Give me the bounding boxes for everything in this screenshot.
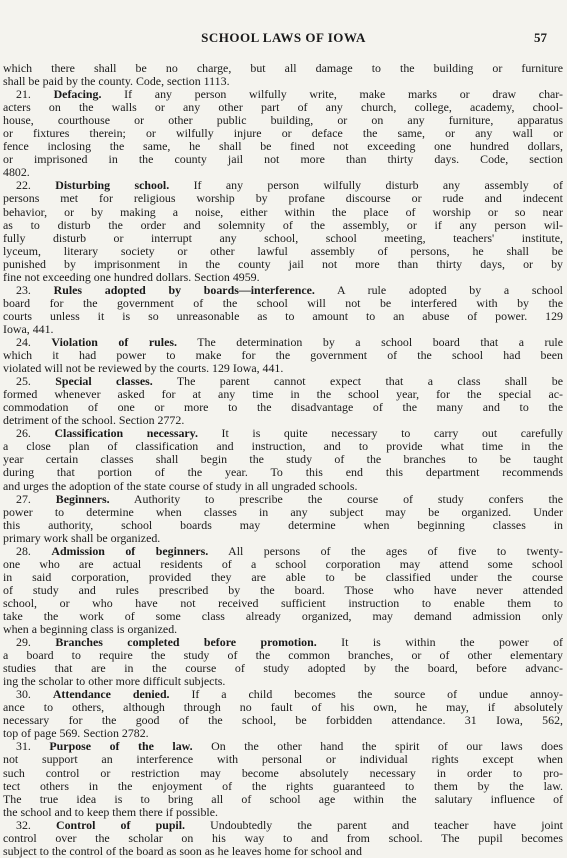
text-line: detriment of the school. Section 2772. [3, 413, 185, 428]
section-heading: Classification necessary. [54, 426, 198, 441]
section-number: 25. [16, 374, 31, 389]
section-number: 23. [16, 282, 31, 297]
line-text: It is within the power of [341, 635, 563, 650]
text-line: The true idea is to bring all of school age within the salutary influence of [3, 791, 563, 806]
text-line: commodation of one or more to the disadvantage of the many and to the [3, 400, 563, 415]
text-line: top of page 569. Section 2782. [3, 726, 149, 741]
text-line: primary work shall be organized. [3, 530, 161, 545]
text-line: year certain classes shall begin the study of the branches to be taught [3, 452, 563, 467]
text-line [0, 545, 567, 558]
text-line: punished by imprisonment in the county jail not more than thirty days, or by [3, 256, 563, 271]
section-number: 28. [16, 543, 31, 558]
section-number: 31. [16, 739, 31, 754]
section-heading: Admission of beginners. [51, 543, 209, 558]
line-text: The parent cannot expect that a class shall be [176, 374, 563, 389]
text-line: control over the scholar on his way to and from school. The pupil becomes [3, 830, 563, 845]
section-number: 24. [16, 334, 31, 349]
line-text: If a child becomes the source of undue annoy- [191, 687, 563, 702]
section-24 [0, 336, 567, 375]
text-line: take the work of some class already organized, may demand admission only [3, 608, 563, 623]
section-number: 32. [16, 817, 31, 832]
section-heading: Defacing. [53, 87, 102, 102]
section-number: 26. [16, 426, 31, 441]
text-line: such control or restriction may become absolutely necessary in order to pro- [3, 765, 563, 780]
line-text: If any person wilfully disturb any assembly of [193, 178, 563, 193]
line-text: If any person wilfully write, make marks or draw char- [124, 87, 563, 102]
text-line: board for the government of the school will not be interfered with by the [3, 295, 563, 310]
text-line: lyceum, literary society or other lawful assembly of persons, he shall be [3, 243, 563, 258]
section-32 [0, 819, 567, 858]
section-heading: Rules adopted by boards—interference. [53, 282, 315, 297]
line-text: On the other hand the spirit of our laws does [211, 739, 563, 754]
text-line: house, courthouse or other public building, or on any furniture, apparatus [3, 113, 563, 128]
running-header [0, 30, 567, 46]
text-line: fine not exceeding one hundred dollars. Section 4959. [3, 269, 260, 284]
section-heading: Branches completed before promotion. [55, 635, 317, 650]
text-line [0, 493, 567, 506]
text-line: when a beginning class is organized. [3, 622, 178, 637]
section-heading: Attendance denied. [52, 687, 170, 702]
text-line: studies that are in the course of study adopted by the board, before advanc- [3, 661, 563, 676]
section-heading: Control of pupil. [56, 817, 186, 832]
text-line: during that portion of the year. To this end this department recommends [3, 465, 563, 480]
section-heading: Disturbing school. [55, 178, 170, 193]
text-line: persons met for religious worship by profane discourse or rude and indecent [3, 191, 563, 206]
line-text: The determination by a school board that a rule [197, 334, 563, 349]
text-line: or imprisoned in the county jail not more than thirty days. Code, section [3, 152, 563, 167]
line-text: Authority to prescribe the course of study confers the [133, 491, 563, 506]
section-26 [0, 427, 567, 492]
text-line: ance to others, although through no fault of his own, he may, if absolutely [3, 700, 563, 715]
text-line: a board to require the study of the common branches, or of other elementary [3, 648, 563, 663]
text-line: 4802. [3, 165, 30, 180]
text-line: fence inclosing the same, he shall be fined not exceeding one hundred dollars, [3, 139, 563, 154]
text-line: which there shall be no charge, but all damage to the building or furniture [3, 61, 563, 75]
text-line: the school and to keep them there if possible. [3, 804, 218, 819]
section-30 [0, 688, 567, 740]
text-line: this authority, school boards may determine when beginning classes in [3, 517, 563, 532]
text-line: behavior, or by making a noise, either within the place of worship or so near [3, 204, 563, 219]
section-heading: Special classes. [55, 374, 153, 389]
text-line: power to determine when classes in any subject may be organized. Under [3, 504, 563, 519]
text-line: fully disturb or interrupt any school, school meeting, teachers' institute, [3, 230, 563, 245]
text-line: courts unless it is so unreasonable as to amount to an abuse of power. 129 [3, 308, 563, 323]
line-text: Undoubtedly the parent and teacher have joint [210, 817, 563, 832]
section-28 [0, 545, 567, 636]
text-line: not support an interference with personal or individual rights except when [3, 752, 563, 767]
section-number: 22. [16, 178, 31, 193]
text-line: in said corporation, provided they are able to be classified under the course [3, 569, 563, 584]
text-line [0, 284, 567, 297]
text-line: acters on the walls or any other part of any church, college, academy, chool- [3, 100, 563, 115]
section-21 [0, 88, 567, 179]
section-25 [0, 375, 567, 427]
section-number: 27. [16, 491, 31, 506]
text-line: necessary for the good of the school, be forbidden attendance. 31 Iowa, 562, [3, 713, 563, 728]
page-header-title: SCHOOL LAWS OF IOWA [201, 30, 366, 45]
text-line: and urges the adoption of the state course of study in all ungraded schools. [3, 478, 358, 493]
document-body [0, 62, 567, 858]
text-line: subject to the control of the board as soon as he leaves home for school and [3, 843, 362, 858]
section-29 [0, 636, 567, 688]
line-text: A rule adopted by a school [336, 282, 563, 297]
line-text: All persons of the ages of five to twenty- [228, 543, 563, 558]
section-27 [0, 493, 567, 545]
section-number: 29. [16, 635, 31, 650]
text-line: a close plan of classification and instruction, and to provide what time in the [3, 439, 563, 454]
section-number: 21. [16, 87, 31, 102]
text-line: one who are actual residents of a school corporation may attend some school [3, 556, 563, 571]
text-line: shall be paid by the county. Code, section 1113. [3, 74, 230, 89]
text-line: or fixtures therein; or wilfully injure or deface the same, or any wall or [3, 126, 563, 141]
continuation-paragraph [0, 62, 567, 88]
section-heading: Beginners. [55, 491, 110, 506]
text-line: Iowa, 441. [3, 321, 54, 336]
text-line: tect others in the enjoyment of the rights guaranteed to them by the law. [3, 778, 563, 793]
text-line: as to disturb the order and solemnity of the assembly, or if any person wil- [3, 217, 563, 232]
section-number: 30. [16, 687, 31, 702]
text-line: of study and rules prescribed by the board. Those who have never attended [3, 582, 563, 597]
page-number: 57 [534, 30, 547, 45]
section-22 [0, 179, 567, 283]
text-line: ing the scholar to other more difficult subjects. [3, 674, 226, 689]
text-line: formed whenever asked for at any time in the school year, for the special ac- [3, 387, 563, 402]
text-line: which it had power to make for the government of the school had been [3, 348, 563, 363]
text-line: violated will not be reviewed by the courts. 129 Iowa, 441. [3, 361, 284, 376]
line-text: It is quite necessary to carry out carefully [221, 426, 563, 441]
text-line: school, or who have not received sufficient instruction to enable them to [3, 595, 563, 610]
section-heading: Violation of rules. [51, 334, 177, 349]
text-line [0, 819, 567, 832]
section-31 [0, 740, 567, 818]
section-23 [0, 284, 567, 336]
section-heading: Purpose of the law. [49, 739, 193, 754]
